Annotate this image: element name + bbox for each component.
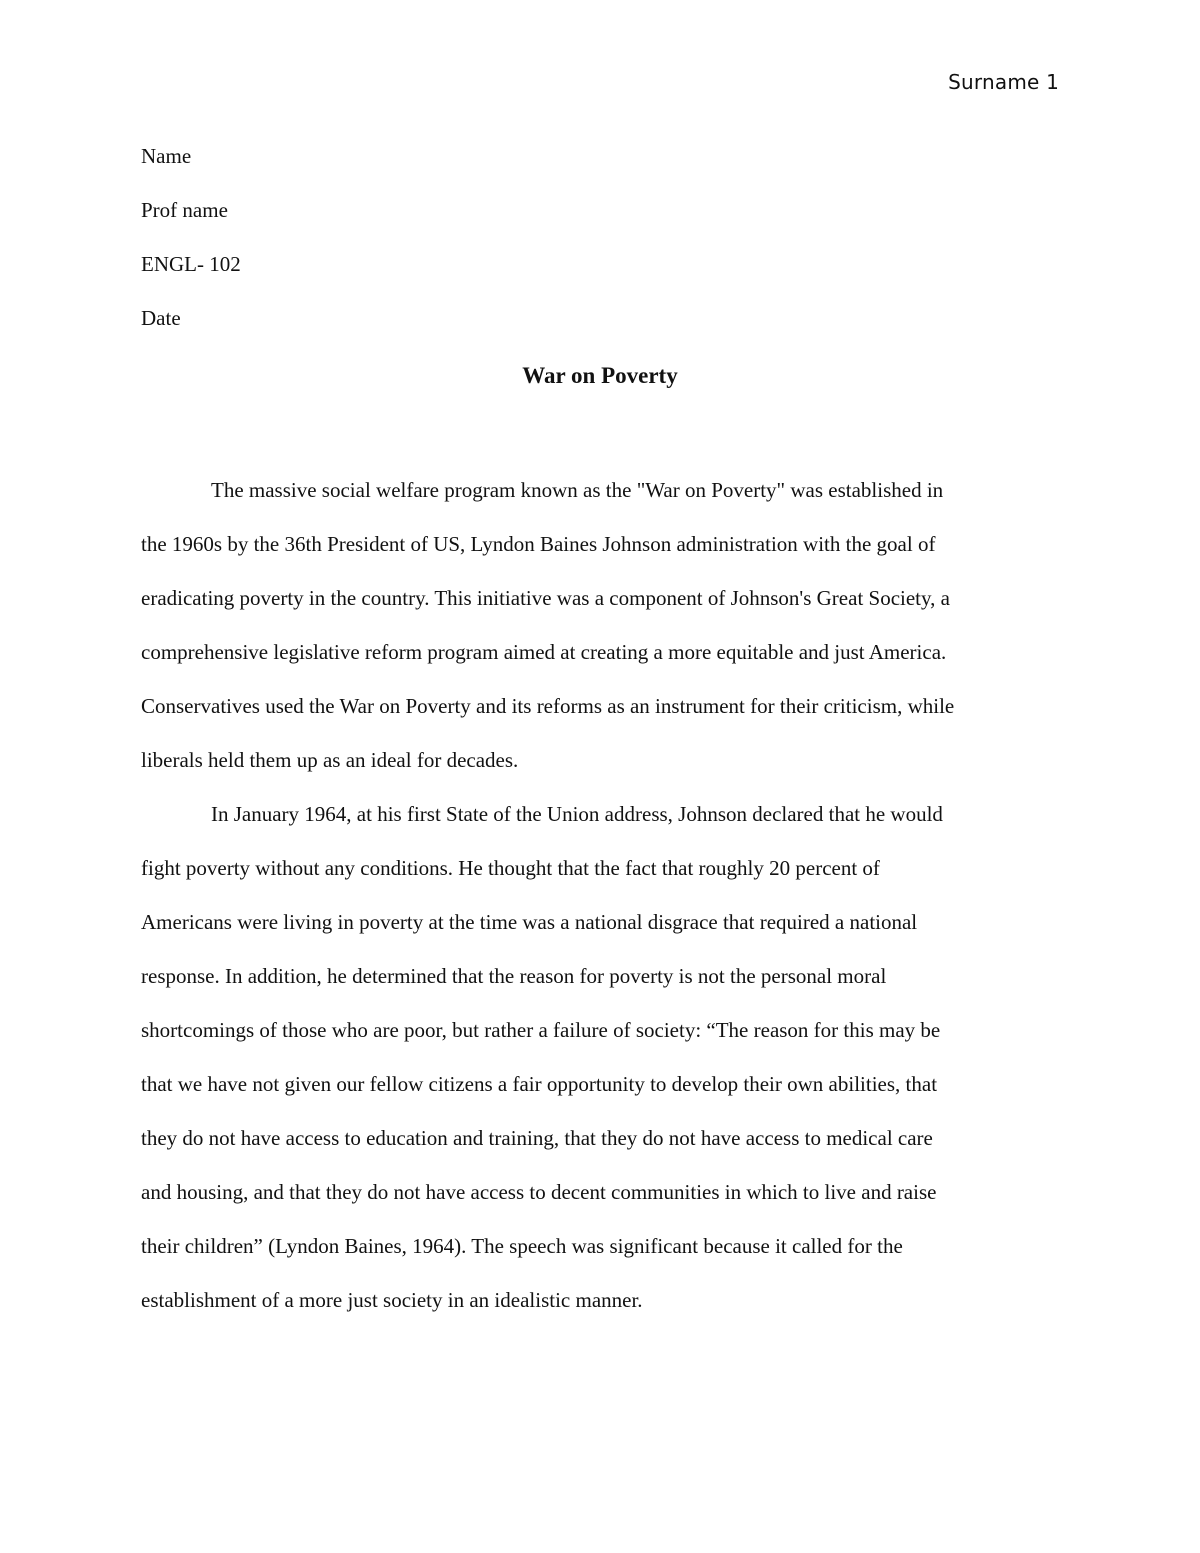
body-line: their children” (Lyndon Baines, 1964). The speech was significant because it called for the [141, 1234, 903, 1258]
body-line: and housing, and that they do not have access to decent communities in which to live and raise [141, 1180, 937, 1204]
body-line: that we have not given our fellow citizens a fair opportunity to develop their own abilities, that [141, 1072, 938, 1096]
body-line: response. In addition, he determined that the reason for poverty is not the personal moral [141, 964, 887, 988]
body-line: Conservatives used the War on Poverty and its reforms as an instrument for their criticism, while [141, 694, 955, 718]
course-code: ENGL- 102 [141, 252, 241, 276]
body-line: establishment of a more just society in an idealistic manner. [141, 1288, 643, 1312]
body-line: the 1960s by the 36th President of US, Lyndon Baines Johnson administration with the goal of [141, 532, 936, 556]
body-line: fight poverty without any conditions. He thought that the fact that roughly 20 percent of [141, 856, 880, 880]
student-name: Name [141, 144, 192, 168]
running-head: Surname 1 [948, 70, 1059, 94]
body-line: liberals held them up as an ideal for decades. [141, 748, 519, 772]
body-line: eradicating poverty in the country. This initiative was a component of Johnson's Great Society, a [141, 586, 950, 610]
professor-name: Prof name [141, 198, 228, 222]
body-line: comprehensive legislative reform program aimed at creating a more equitable and just America. [141, 640, 947, 664]
body-line: shortcomings of those who are poor, but rather a failure of society: “The reason for this may be [141, 1018, 941, 1042]
body-line: they do not have access to education and training, that they do not have access to medical care [141, 1126, 933, 1150]
essay-title: War on Poverty [522, 363, 678, 388]
body-line: In January 1964, at his first State of the Union address, Johnson declared that he would [211, 802, 943, 826]
body-line: Americans were living in poverty at the time was a national disgrace that required a national [141, 910, 918, 934]
body-line: The massive social welfare program known as the "War on Poverty" was established in [211, 478, 944, 502]
date-line: Date [141, 306, 181, 330]
